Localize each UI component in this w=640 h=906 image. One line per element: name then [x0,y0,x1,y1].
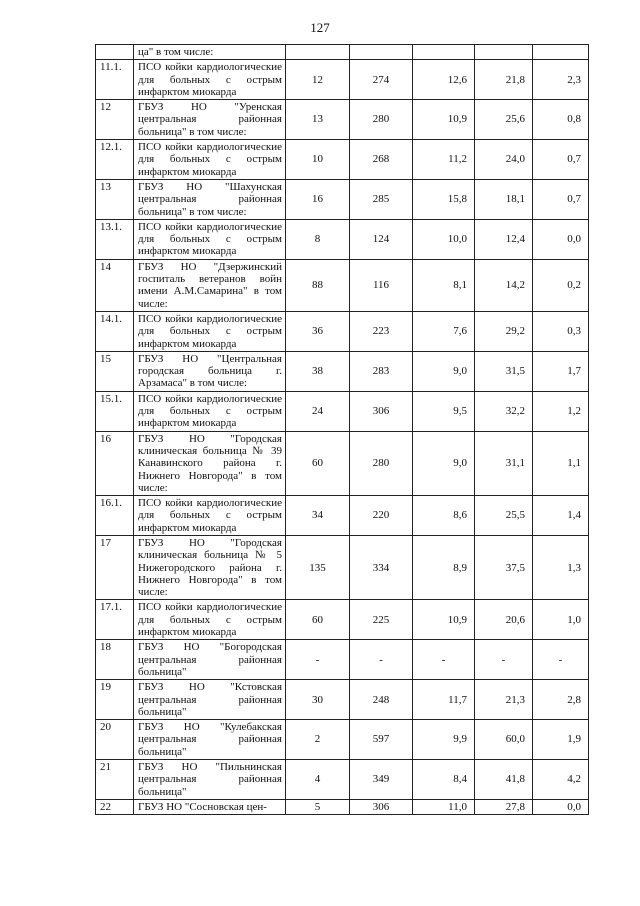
cell-num: 17 [96,535,134,599]
cell-name: ПСО койки кардиологические для больных с острым инфарктом миокарда [134,311,286,351]
cell-name: ГБУЗ НО "Пильнинская центральная районная больница" [134,760,286,800]
cell-stay: - [413,640,475,680]
cell-stay: 8,6 [413,496,475,536]
cell-turnover: 32,2 [475,391,533,431]
table-row [96,640,589,680]
cell-mortality: 1,4 [533,496,589,536]
cell-num: 20 [96,720,134,760]
cell-num [96,45,134,60]
cell-name: ГБУЗ НО "Сосновская цен- [134,799,286,814]
cell-num: 15.1. [96,391,134,431]
cell-name: ПСО койки кардиологические для больных с острым инфарктом миокарда [134,60,286,100]
table-row [96,600,589,640]
cell-name: ПСО койки кардиологические для больных с острым инфарктом миокарда [134,391,286,431]
cell-days: 268 [350,140,413,180]
cell-turnover: 20,6 [475,600,533,640]
cell-stay: 15,8 [413,179,475,219]
cell-stay: 11,7 [413,680,475,720]
cell-turnover: 25,5 [475,496,533,536]
table-row [96,680,589,720]
table-row [96,760,589,800]
cell-num: 19 [96,680,134,720]
cell-name: ГБУЗ НО "Городская клиническая больница № 5 Нижегородского района г. Нижнего Новгорода" в том числе: [134,535,286,599]
cell-beds: 4 [286,760,350,800]
cell-mortality: 0,3 [533,311,589,351]
cell-turnover: 14,2 [475,259,533,311]
cell-turnover: 12,4 [475,219,533,259]
cell-stay: 10,9 [413,600,475,640]
table-row [96,100,589,140]
cell-beds [286,45,350,60]
cell-days: 124 [350,219,413,259]
cell-beds: 30 [286,680,350,720]
cell-beds: 38 [286,351,350,391]
table-row [96,179,589,219]
cell-mortality: 1,9 [533,720,589,760]
hospital-beds-table [95,44,589,815]
cell-beds: - [286,640,350,680]
table-row [96,140,589,180]
page-number: 127 [310,20,330,35]
table-row [96,311,589,351]
table-row [96,351,589,391]
cell-beds: 34 [286,496,350,536]
cell-stay: 10,0 [413,219,475,259]
cell-days: 306 [350,799,413,814]
cell-stay: 8,9 [413,535,475,599]
cell-turnover: 24,0 [475,140,533,180]
cell-beds: 60 [286,431,350,495]
cell-mortality: 0,0 [533,219,589,259]
cell-days: 280 [350,431,413,495]
cell-name: ПСО койки кардиологические для больных с острым инфарктом миокарда [134,600,286,640]
cell-days: 248 [350,680,413,720]
cell-beds: 36 [286,311,350,351]
cell-days: - [350,640,413,680]
cell-beds: 24 [286,391,350,431]
cell-beds: 5 [286,799,350,814]
cell-stay: 11,2 [413,140,475,180]
cell-name: ГБУЗ НО "Центральная городская больница г. Арзамаса" в том числе: [134,351,286,391]
cell-mortality: 2,3 [533,60,589,100]
cell-mortality: 1,7 [533,351,589,391]
cell-mortality: 0,8 [533,100,589,140]
cell-turnover: 31,5 [475,351,533,391]
cell-num: 17.1. [96,600,134,640]
cell-stay: 11,0 [413,799,475,814]
cell-days: 306 [350,391,413,431]
cell-num: 16.1. [96,496,134,536]
cell-turnover: 18,1 [475,179,533,219]
table-row [96,60,589,100]
cell-stay: 9,9 [413,720,475,760]
cell-num: 15 [96,351,134,391]
cell-beds: 8 [286,219,350,259]
cell-days: 116 [350,259,413,311]
cell-turnover: 21,3 [475,680,533,720]
cell-num: 11.1. [96,60,134,100]
cell-stay [413,45,475,60]
table-row [96,535,589,599]
cell-stay: 8,1 [413,259,475,311]
cell-mortality: 0,2 [533,259,589,311]
cell-mortality [533,45,589,60]
cell-beds: 10 [286,140,350,180]
cell-mortality: 0,0 [533,799,589,814]
table-row [96,259,589,311]
cell-name: ПСО койки кардиологические для больных с острым инфарктом миокарда [134,496,286,536]
cell-mortality: 1,2 [533,391,589,431]
cell-mortality: - [533,640,589,680]
cell-num: 12.1. [96,140,134,180]
cell-days: 225 [350,600,413,640]
cell-stay: 9,0 [413,431,475,495]
cell-name: ПСО койки кардиологические для больных с острым инфарктом миокарда [134,140,286,180]
cell-name: ГБУЗ НО "Городская клиническая больница № 39 Канавинского района г. Нижнего Новгорода" в том числе: [134,431,286,495]
cell-beds: 13 [286,100,350,140]
cell-turnover: 21,8 [475,60,533,100]
cell-turnover: 27,8 [475,799,533,814]
cell-num: 14.1. [96,311,134,351]
cell-num: 21 [96,760,134,800]
cell-turnover: 37,5 [475,535,533,599]
cell-days: 334 [350,535,413,599]
cell-stay: 9,0 [413,351,475,391]
cell-name: ГБУЗ НО "Кстовская центральная районная больница" [134,680,286,720]
cell-days: 274 [350,60,413,100]
table-row [96,431,589,495]
cell-mortality: 2,8 [533,680,589,720]
cell-mortality: 0,7 [533,179,589,219]
cell-mortality: 1,0 [533,600,589,640]
table-row [96,799,589,814]
cell-beds: 16 [286,179,350,219]
cell-name: ца" в том числе: [134,45,286,60]
cell-num: 12 [96,100,134,140]
cell-name: ГБУЗ НО "Кулебакская центральная районная больница" [134,720,286,760]
cell-days: 283 [350,351,413,391]
cell-beds: 12 [286,60,350,100]
cell-stay: 7,6 [413,311,475,351]
table-row [96,219,589,259]
cell-num: 13 [96,179,134,219]
cell-name: ГБУЗ НО "Богородская центральная районная больница" [134,640,286,680]
cell-turnover [475,45,533,60]
cell-beds: 135 [286,535,350,599]
cell-mortality: 4,2 [533,760,589,800]
cell-days [350,45,413,60]
cell-name: ГБУЗ НО "Уренская центральная районная больница" в том числе: [134,100,286,140]
cell-mortality: 1,1 [533,431,589,495]
cell-days: 280 [350,100,413,140]
cell-name: ГБУЗ НО "Шахунская центральная районная больница" в том числе: [134,179,286,219]
cell-stay: 12,6 [413,60,475,100]
cell-num: 18 [96,640,134,680]
cell-turnover: 60,0 [475,720,533,760]
table-row-continuation [96,45,589,60]
cell-num: 13.1. [96,219,134,259]
cell-num: 14 [96,259,134,311]
cell-num: 22 [96,799,134,814]
table-row [96,496,589,536]
cell-turnover: 41,8 [475,760,533,800]
cell-days: 223 [350,311,413,351]
cell-turnover: - [475,640,533,680]
cell-beds: 60 [286,600,350,640]
cell-turnover: 25,6 [475,100,533,140]
cell-turnover: 31,1 [475,431,533,495]
cell-stay: 9,5 [413,391,475,431]
table-body [96,45,589,815]
cell-mortality: 0,7 [533,140,589,180]
cell-days: 349 [350,760,413,800]
cell-days: 597 [350,720,413,760]
cell-name: ГБУЗ НО "Дзержинский госпиталь ветеранов войн имени А.М.Самарина" в том числе: [134,259,286,311]
table-row [96,391,589,431]
cell-beds: 2 [286,720,350,760]
cell-turnover: 29,2 [475,311,533,351]
cell-days: 285 [350,179,413,219]
cell-name: ПСО койки кардиологические для больных с острым инфарктом миокарда [134,219,286,259]
cell-days: 220 [350,496,413,536]
cell-stay: 10,9 [413,100,475,140]
cell-mortality: 1,3 [533,535,589,599]
cell-stay: 8,4 [413,760,475,800]
cell-beds: 88 [286,259,350,311]
cell-num: 16 [96,431,134,495]
table-row [96,720,589,760]
